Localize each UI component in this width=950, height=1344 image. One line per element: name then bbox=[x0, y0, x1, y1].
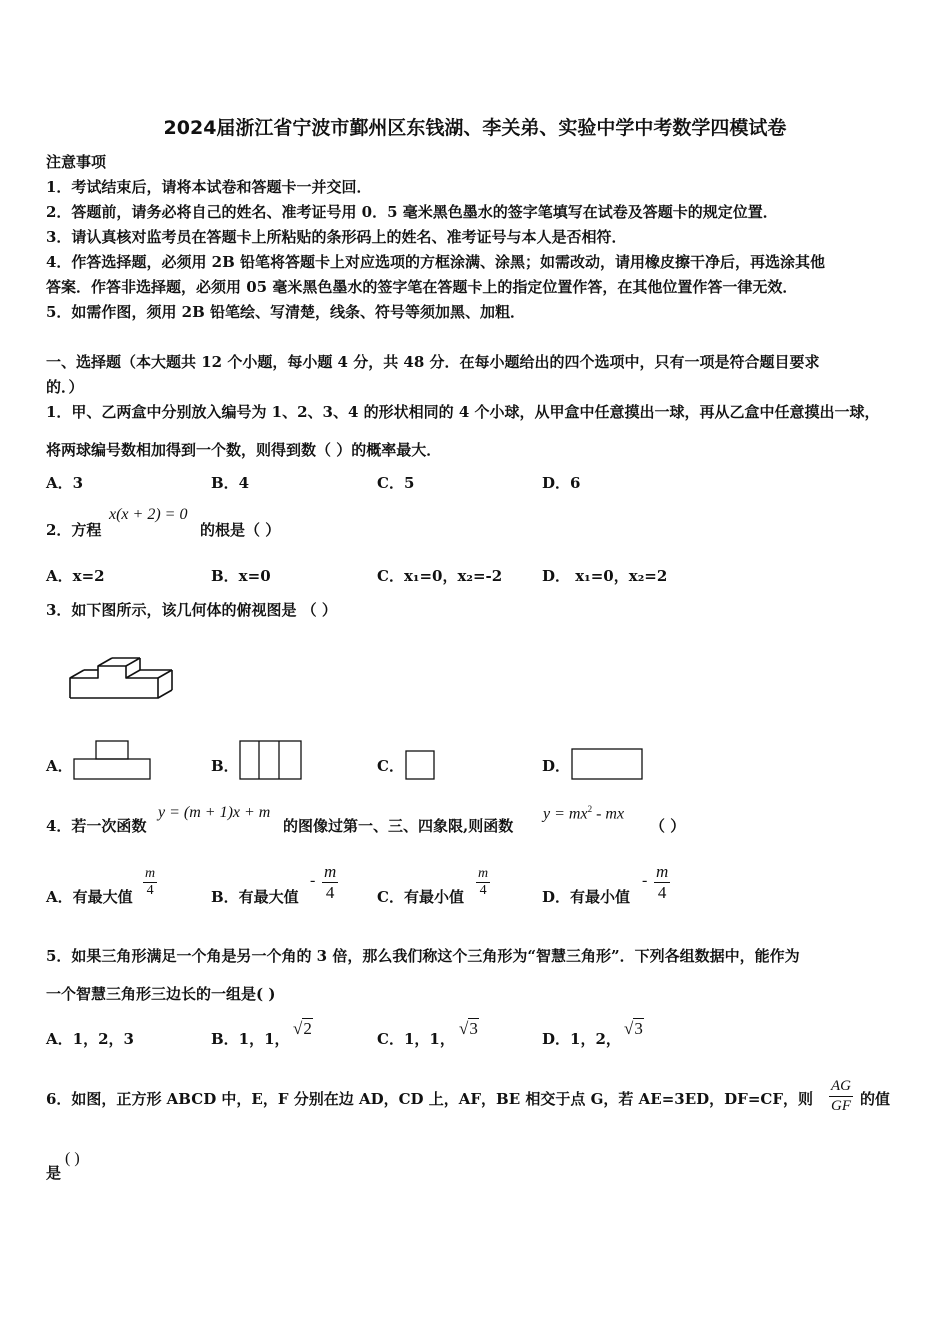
q5-option-b: B．1，1， bbox=[211, 1030, 290, 1048]
q6-answer-paren: ( ) bbox=[65, 1150, 80, 1167]
q4-option-a-numerator: m bbox=[145, 866, 156, 881]
notice-item-3: 3．请认真核对监考员在答题卡上所粘贴的条形码上的姓名、准考证号与本人是否相符． bbox=[46, 228, 627, 246]
page-title: 2024届浙江省宁波市鄞州区东钱湖、李关弟、实验中学中考数学四模试卷 bbox=[163, 117, 787, 139]
q4-option-d-fraction bbox=[654, 862, 670, 903]
q4-option-b-sign: - bbox=[310, 872, 316, 889]
q4-option-a-label: A．有最大值 bbox=[46, 888, 133, 906]
q5-option-a: A．1，2，3 bbox=[46, 1030, 134, 1048]
q6-fraction bbox=[829, 1077, 853, 1116]
q5-option-b-radicand: 2 bbox=[303, 1019, 312, 1038]
q4-function-2-term-2: - mx bbox=[592, 805, 625, 823]
q3-option-c-label: C． bbox=[377, 757, 404, 775]
notice-item-5: 5．如需作图，须用 2B 铅笔绘、写清楚，线条、符号等须加黑、加粗． bbox=[46, 303, 525, 321]
notice-item-1: 1．考试结束后，请将本试卷和答题卡一并交回． bbox=[46, 178, 372, 196]
q4-option-c-fraction bbox=[476, 866, 490, 899]
q4-option-b-denominator: 4 bbox=[325, 883, 335, 902]
q4-middle: 的图像过第一、三、四象限,则函数 bbox=[283, 817, 514, 835]
q6-stem-cont: 是 bbox=[46, 1164, 62, 1182]
q5-option-b-root: √2 bbox=[293, 1019, 312, 1038]
notice-item-4-cont: 答案．作答非选择题，必须用 05 毫米黑色墨水的签字笔在答题卡上的指定位置作答，在其他位置作答一律无效． bbox=[46, 278, 798, 296]
q4-prefix: 4．若一次函数 bbox=[46, 817, 147, 835]
q3-stem: 3．如下图所示，该几何体的俯视图是 （ ） bbox=[46, 601, 337, 619]
q3-option-d-label: D． bbox=[542, 757, 571, 775]
q6-stem-suffix: 的值 bbox=[860, 1090, 891, 1108]
q2-equation: x(x + 2) = 0 bbox=[109, 506, 188, 523]
notice-item-4: 4．作答选择题，必须用 2B 铅笔将答题卡上对应选项的方框涂满、涂黑；如需改动，请用橡皮擦干净后，再选涂其他 bbox=[46, 253, 826, 271]
q3-option-a-figure bbox=[72, 739, 154, 783]
q4-option-c-label: C．有最小值 bbox=[377, 888, 464, 906]
q5-stem-cont: 一个智慧三角形三边长的一组是( ) bbox=[46, 985, 276, 1003]
q1-stem: 1．甲、乙两盒中分别放入编号为 1、2、3、4 的形状相同的 4 个小球，从甲盒中任意摸出一球，再从乙盒中任意摸出一球， bbox=[46, 403, 880, 421]
q1-option-c: C．5 bbox=[377, 474, 415, 492]
q6-stem: 6．如图，正方形 ABCD 中，E，F 分别在边 AD，CD 上，AF，BE 相交于点 G，若 AE=3ED，DF=CF，则 bbox=[46, 1090, 813, 1108]
q5-option-c-radicand: 3 bbox=[469, 1019, 478, 1038]
q1-option-a: A．3 bbox=[46, 474, 84, 492]
q4-option-c-denominator: 4 bbox=[479, 883, 487, 898]
q6-denominator: GF bbox=[831, 1098, 851, 1114]
q4-suffix: （ ） bbox=[650, 817, 686, 835]
notice-heading: 注意事项 bbox=[46, 153, 107, 171]
q1-option-b: B．4 bbox=[211, 474, 250, 492]
q2-option-d: D． x₁=0，x₂=2 bbox=[542, 567, 668, 585]
q6-numerator: AG bbox=[829, 1077, 853, 1097]
q4-option-b-fraction bbox=[322, 862, 338, 903]
q4-option-b-label: B．有最大值 bbox=[211, 888, 299, 906]
q5-option-c-root: √3 bbox=[459, 1019, 478, 1038]
q5-stem: 5．如果三角形满足一个角是另一个角的 3 倍，那么我们称这个三角形为“智慧三角形”．下列各组数据中，能作为 bbox=[46, 947, 800, 965]
q2-suffix: 的根是（ ） bbox=[200, 521, 281, 539]
notice-item-2: 2．答题前，请务必将自己的姓名、准考证号用 0．5 毫米黑色墨水的签字笔填写在试卷及答题卡的规定位置． bbox=[46, 203, 778, 221]
q4-option-d-label: D．有最小值 bbox=[542, 888, 631, 906]
q4-option-d-denominator: 4 bbox=[657, 883, 667, 902]
q5-option-c: C．1，1， bbox=[377, 1030, 455, 1048]
section1-heading: 一、选择题（本大题共 12 个小题，每小题 4 分，共 48 分．在每小题给出的四个选项中，只有一项是符合题目要求 bbox=[46, 353, 820, 371]
q1-option-d: D．6 bbox=[542, 474, 581, 492]
q5-option-d-root: √3 bbox=[624, 1019, 643, 1038]
q4-function-2-term-1: y = mx bbox=[543, 805, 588, 823]
q2-prefix: 2．方程 bbox=[46, 521, 102, 539]
q4-option-d-numerator: m bbox=[656, 862, 669, 881]
q2-option-c: C．x₁=0，x₂=-2 bbox=[377, 567, 503, 585]
q4-option-b-numerator: m bbox=[324, 862, 337, 881]
q3-option-c-figure bbox=[404, 749, 438, 783]
q2-option-a: A．x=2 bbox=[46, 567, 105, 585]
q3-option-b-label: B． bbox=[211, 757, 239, 775]
q1-stem-cont: 将两球编号数相加得到一个数，则得到数（ ）的概率最大． bbox=[46, 441, 442, 459]
q5-option-d-radicand: 3 bbox=[634, 1019, 643, 1038]
q3-solid-figure bbox=[66, 648, 178, 706]
q4-function-2-exponent: 2 bbox=[587, 804, 593, 814]
q5-option-d: D．1，2， bbox=[542, 1030, 621, 1048]
q4-option-a-fraction bbox=[143, 866, 157, 899]
section1-heading-cont: 的．） bbox=[46, 378, 84, 396]
q2-option-b: B．x=0 bbox=[211, 567, 271, 585]
q4-option-a-denominator: 4 bbox=[146, 883, 154, 898]
q3-option-d-figure bbox=[570, 747, 646, 783]
q4-function-2 bbox=[543, 804, 624, 823]
q4-function-1: y = (m + 1)x + m bbox=[158, 804, 271, 821]
q3-option-b-figure bbox=[238, 739, 304, 783]
q4-option-c-numerator: m bbox=[478, 866, 489, 881]
q3-option-a-label: A． bbox=[46, 757, 73, 775]
q4-option-d-sign: - bbox=[642, 872, 648, 889]
